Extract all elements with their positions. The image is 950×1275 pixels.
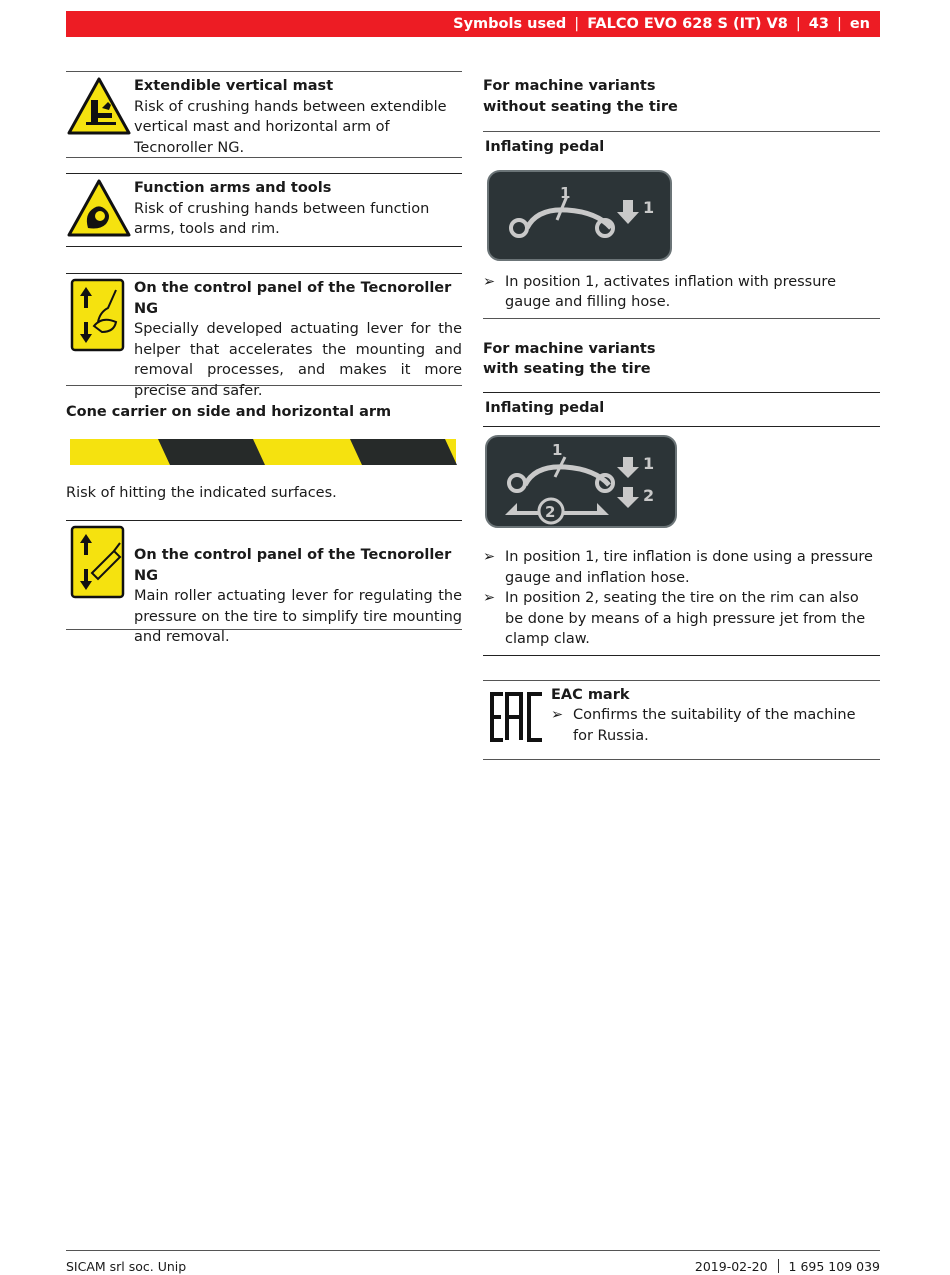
list-item bbox=[483, 272, 880, 313]
pedal-label: 1 bbox=[643, 454, 655, 473]
pedal-label: 2 bbox=[545, 503, 556, 521]
page-footer bbox=[66, 1250, 880, 1274]
bullet-arrow-icon: ➢ bbox=[483, 549, 496, 565]
header-separator: | bbox=[795, 16, 801, 32]
divider bbox=[483, 759, 880, 760]
eac-mark-icon bbox=[483, 685, 551, 759]
pedal-label: 2 bbox=[643, 486, 655, 505]
page-header bbox=[66, 11, 880, 37]
header-section: Symbols used bbox=[453, 16, 567, 32]
list-item bbox=[483, 588, 880, 650]
variant-title: with seating the tire bbox=[483, 361, 651, 377]
variant-title: without seating the tire bbox=[483, 98, 678, 115]
section-title: Cone carrier on side and horizontal arm bbox=[66, 404, 392, 420]
pedal-label: 1 bbox=[560, 183, 571, 202]
footer-doc-number: 1 695 109 039 bbox=[788, 1259, 880, 1274]
symbol-title: Function arms and tools bbox=[134, 180, 332, 196]
symbol-eac-mark bbox=[483, 681, 880, 759]
section-description: Risk of hitting the indicated surfaces. bbox=[66, 484, 337, 501]
inflating-pedal-image bbox=[483, 170, 880, 266]
list-item-text: In position 2, seating the tire on the rim can also be done by means of a high pressure jet from the clamp claw. bbox=[505, 590, 866, 647]
list-item bbox=[551, 705, 880, 746]
right-column bbox=[483, 71, 880, 760]
footer-separator bbox=[778, 1259, 779, 1273]
symbol-description: Main roller actuating lever for regulating the pressure on the tire to simplify tire mounting and removal. bbox=[134, 588, 462, 645]
pedal-title: Inflating pedal bbox=[485, 399, 605, 416]
symbol-title: EAC mark bbox=[551, 686, 630, 703]
bullet-arrow-icon: ➢ bbox=[483, 590, 496, 606]
bullet-arrow-icon: ➢ bbox=[551, 707, 564, 723]
symbol-description: Risk of crushing hands between extendible vertical mast and horizontal arm of Tecnoroller NG. bbox=[134, 98, 447, 156]
variant-title: For machine variants bbox=[483, 340, 656, 357]
pedal-label: 1 bbox=[643, 197, 655, 217]
inflating-pedal-seating-image bbox=[483, 435, 880, 533]
header-separator: | bbox=[836, 16, 842, 32]
symbol-function-arms bbox=[66, 174, 462, 246]
left-column bbox=[66, 71, 462, 645]
symbol-extendible-mast bbox=[66, 72, 462, 157]
crush-hand-warning-icon bbox=[66, 76, 134, 157]
variant-title: For machine variants bbox=[483, 78, 656, 94]
pedal-title: Inflating pedal bbox=[485, 139, 605, 155]
symbol-description: Risk of crushing hands between function arms, tools and rim. bbox=[134, 200, 430, 237]
footer-company: SICAM srl soc. Unip bbox=[66, 1259, 187, 1274]
footer-date: 2019-02-20 bbox=[694, 1259, 768, 1274]
list-item-text: Confirms the suitability of the machine for Russia. bbox=[573, 707, 856, 744]
bullet-arrow-icon: ➢ bbox=[483, 273, 496, 290]
symbol-title: Extendible vertical mast bbox=[134, 78, 334, 94]
list-item-text: In position 1, activates inflation with pressure gauge and filling hose. bbox=[505, 273, 836, 310]
symbol-title: On the control panel of the Tecnoroller NG bbox=[134, 280, 452, 317]
symbol-control-panel-main-roller bbox=[66, 521, 462, 645]
symbol-control-panel-helper-lever bbox=[66, 274, 462, 399]
list-item-text: In position 1, tire inflation is done using a pressure gauge and inflation hose. bbox=[505, 549, 873, 586]
symbol-description: Specially developed actuating lever for the helper that accelerates the mounting and removal processes, and makes it more precise and safer. bbox=[134, 321, 462, 399]
header-separator: | bbox=[574, 16, 580, 32]
symbol-title: On the control panel of the Tecnoroller NG bbox=[134, 547, 452, 584]
header-doc-title: FALCO EVO 628 S (IT) V8 bbox=[587, 16, 788, 32]
pedal-label: 1 bbox=[552, 441, 563, 459]
list-item bbox=[483, 547, 880, 588]
hazard-stripe-image bbox=[66, 437, 462, 471]
header-language: en bbox=[849, 16, 870, 32]
main-roller-lever-icon bbox=[66, 525, 134, 629]
crush-hand-rim-warning-icon bbox=[66, 178, 134, 246]
header-page-number: 43 bbox=[808, 16, 829, 32]
helper-lever-icon bbox=[66, 278, 134, 385]
